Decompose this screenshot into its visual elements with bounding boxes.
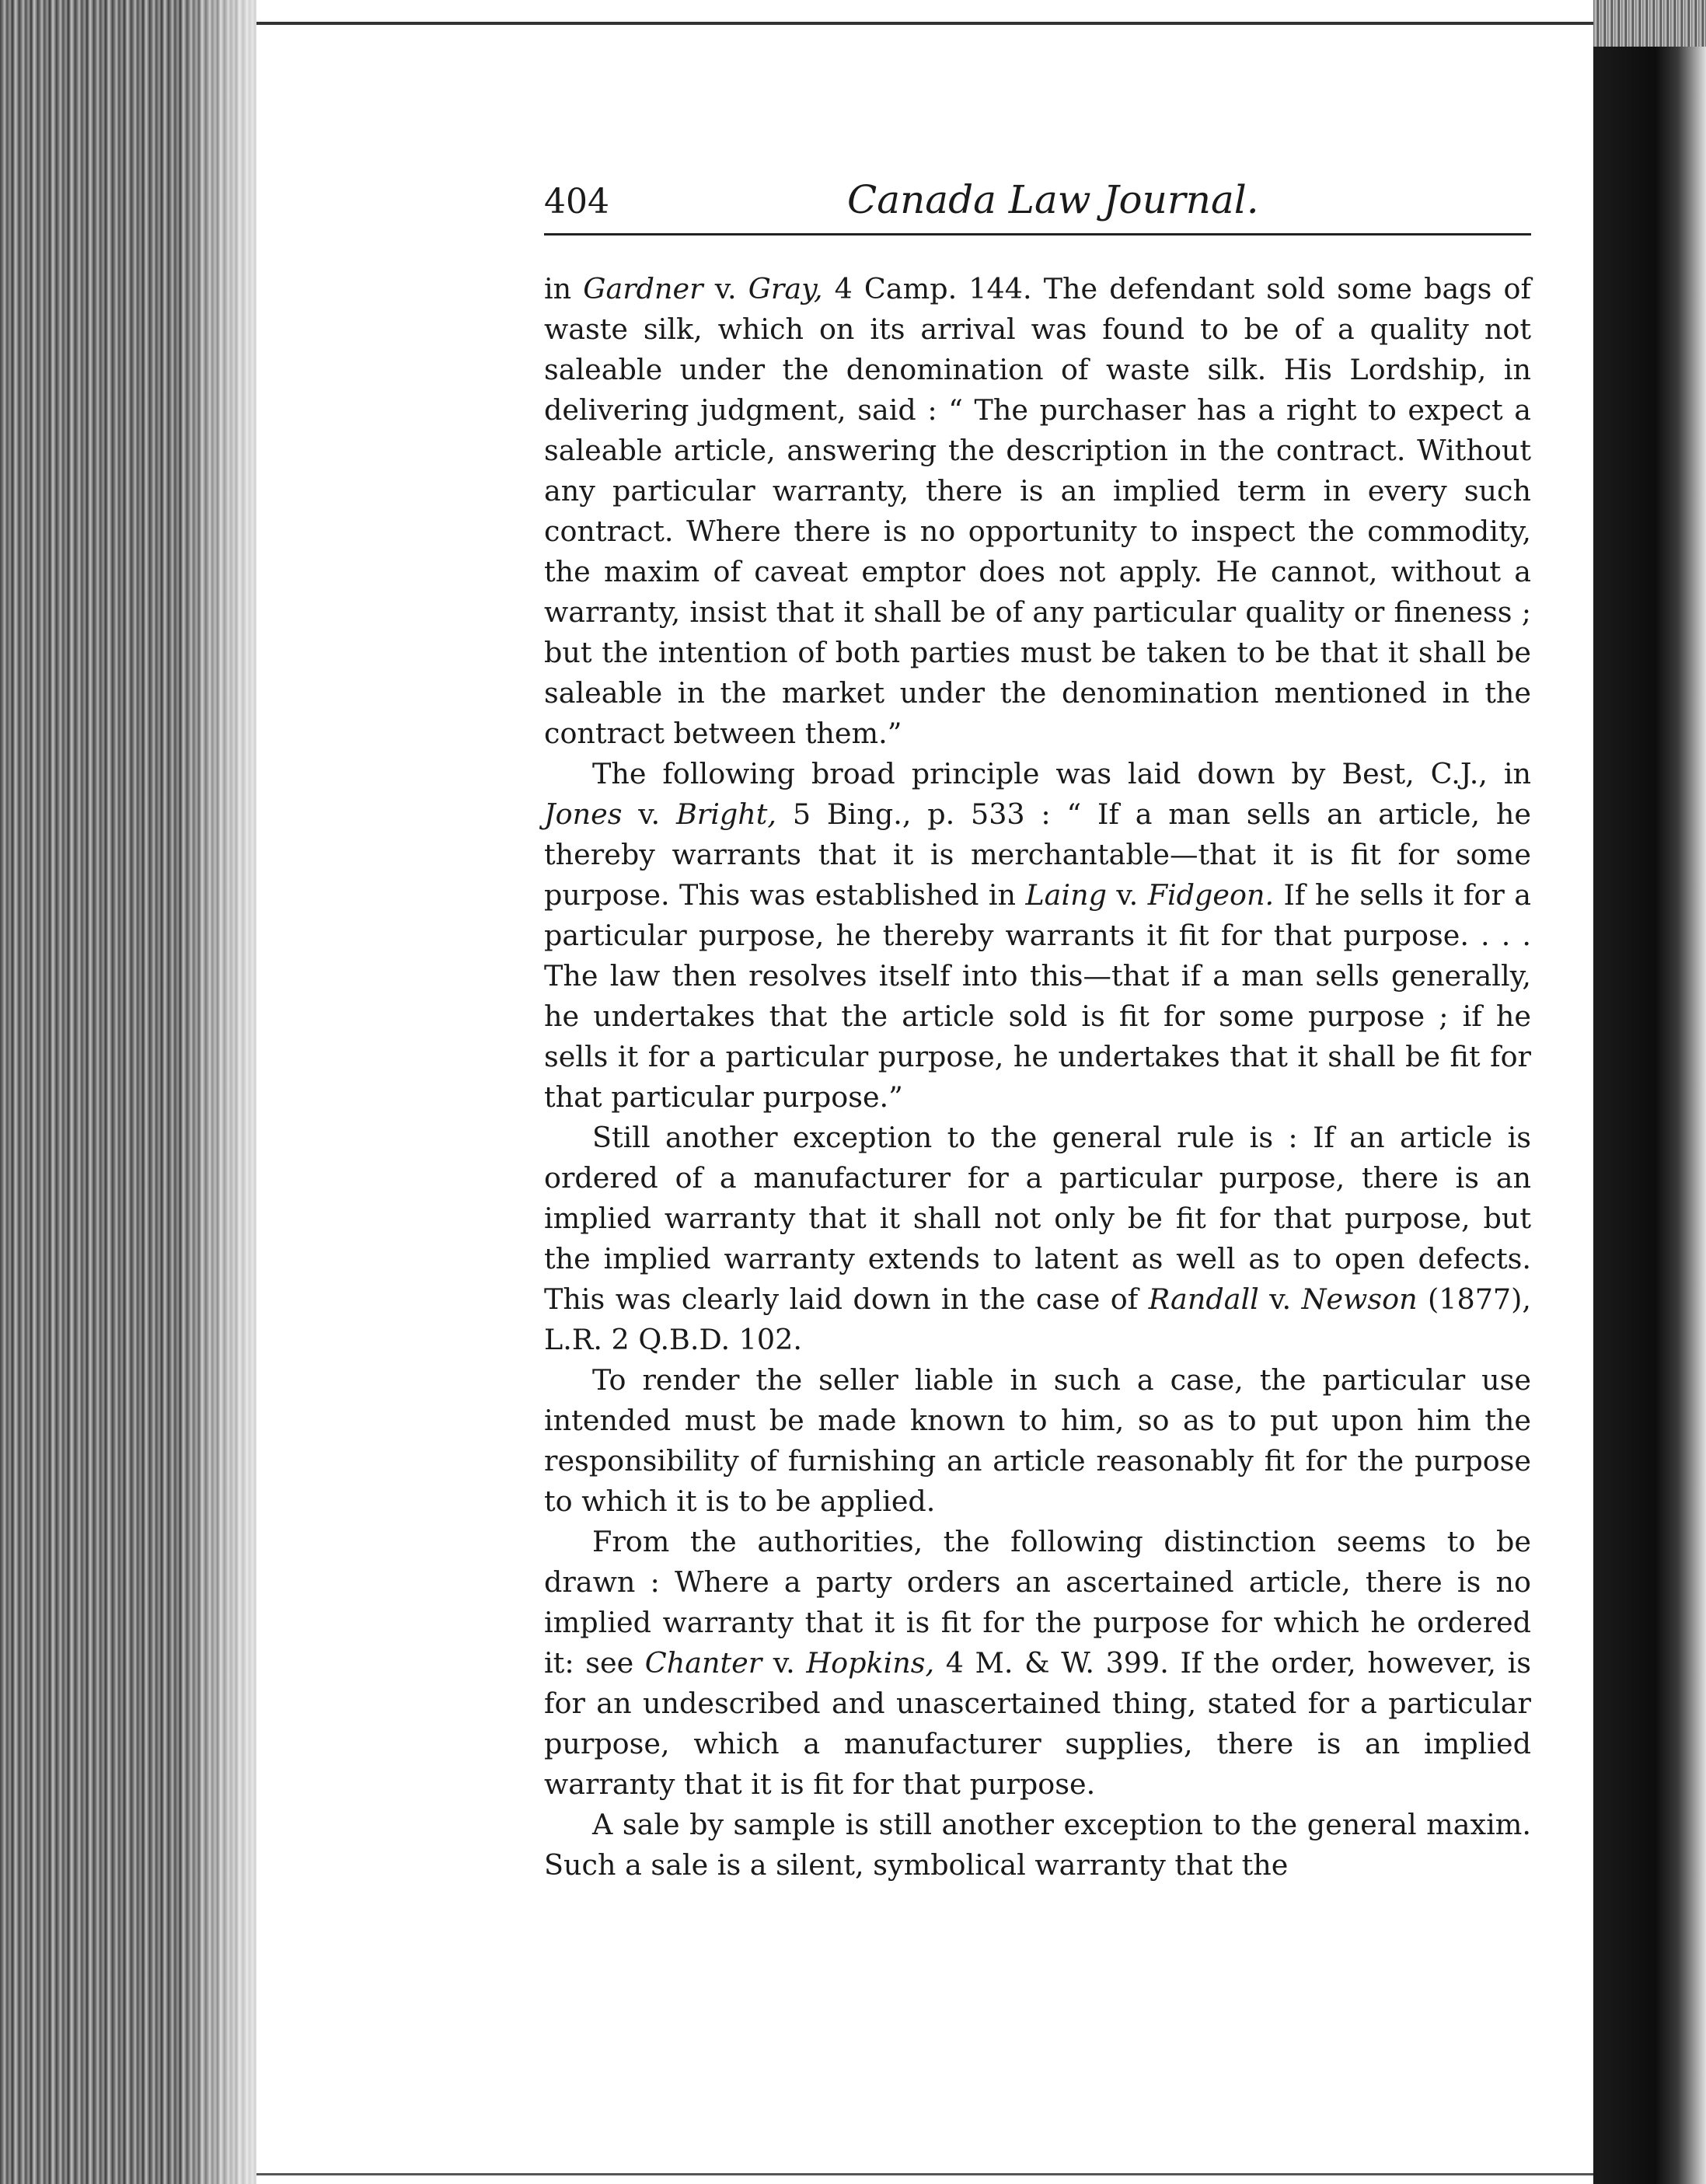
case-name: Gardner: [583, 272, 703, 305]
text-run: v.: [762, 1646, 807, 1680]
text-run: (1877), L.R. 2 Q.B.D. 102.: [544, 1282, 1531, 1356]
case-name: Fidgeon.: [1147, 878, 1275, 912]
case-name: Jones: [544, 797, 623, 831]
journal-page: [544, 177, 1531, 1882]
text-run: v.: [703, 272, 748, 305]
case-name: Bright,: [675, 797, 777, 831]
book-edge-right: [1593, 0, 1706, 2184]
scan-top-border: [256, 22, 1593, 25]
text-run: A sale by sample is still another exception to the general maxim. Such a sale is a silent, symbolical warranty that the: [544, 1808, 1531, 1882]
running-title: Canada Law Journal.: [847, 177, 1259, 222]
case-name: Randall: [1148, 1282, 1259, 1316]
text-run: 4 M. & W. 399. If the order, however, is for an undescribed and unascertained thing, stated for a particular purpose, which a manufacturer supplies, there is an implied warranty that it is fit for that purpose.: [544, 1646, 1531, 1801]
text-run: v.: [1106, 878, 1148, 912]
page-number: 404: [544, 182, 609, 222]
paragraph: [544, 1360, 1531, 1522]
body-text: [544, 269, 1531, 1886]
gutter-fade: [179, 0, 288, 2184]
text-run: From the authorities, the following distinction seems to be drawn : Where a party orders an ascertained article, there is no implied warranty that it is fit for the purpose for which he ordered it: see: [544, 1525, 1531, 1680]
case-name: Hopkins,: [806, 1646, 935, 1680]
text-run: v.: [622, 797, 676, 831]
scan-bottom-border: [256, 2173, 1593, 2175]
text-run: v.: [1258, 1282, 1302, 1316]
paragraph: [544, 754, 1531, 1118]
case-name: Newson: [1301, 1282, 1418, 1316]
text-run: 5 Bing., p. 533 : “ If a man sells an article, he thereby warrants that it is merchantable—that it is fit for some purpose. This was established in: [544, 797, 1531, 912]
case-name: Laing: [1025, 878, 1107, 912]
text-run: If he sells it for a particular purpose, he thereby warrants it fit for that purpose. . . . The law then resolves itself into this—that if a man sells generally, he undertakes that the article sold is fit for some purpose ; if he sells it for a particular purpose, he undertakes that it shall be fit for that particular purpose.”: [544, 878, 1531, 1114]
book-edge-right-top: [1593, 0, 1706, 47]
text-run: Still another exception to the general rule is : If an article is ordered of a manufacturer for a particular purpose, there is an implied warranty that it shall not only be fit for that purpose, but the implied warranty extends to latent as well as to open defects. This was clearly laid down in the case of: [544, 1121, 1531, 1316]
paragraph: [544, 1522, 1531, 1805]
page-header: [544, 177, 1531, 239]
text-run: The following broad principle was laid down by Best, C.J., in: [592, 757, 1531, 790]
case-name: Chanter: [644, 1646, 762, 1680]
text-run: To render the seller liable in such a case, the particular use intended must be made known to him, so as to put upon him the responsibility of furnishing an article reasonably fit for the purpose to which it is to be applied.: [544, 1363, 1531, 1518]
paragraph: [544, 1805, 1531, 1886]
text-run: in: [544, 272, 584, 305]
paragraph: [544, 1118, 1531, 1360]
text-run: 4 Camp. 144. The defendant sold some bags of waste silk, which on its arrival was found to be of a quality not saleable under the denomination of waste silk. His Lordship, in delivering judgment, said : “ The purchaser has a right to expect a saleable article, answering the description in the contract. Without any particular warranty, there is an implied term in every such contract. Where there is no opportunity to inspect the commodity, the maxim of caveat emptor does not apply. He cannot, without a warranty, insist that it shall be of any particular quality or fineness ; but the intention of both parties must be taken to be that it shall be saleable in the market under the denomination mentioned in the contract between them.”: [544, 272, 1531, 750]
paragraph: [544, 269, 1531, 754]
case-name: Gray,: [748, 272, 823, 305]
header-rule: [544, 233, 1531, 235]
